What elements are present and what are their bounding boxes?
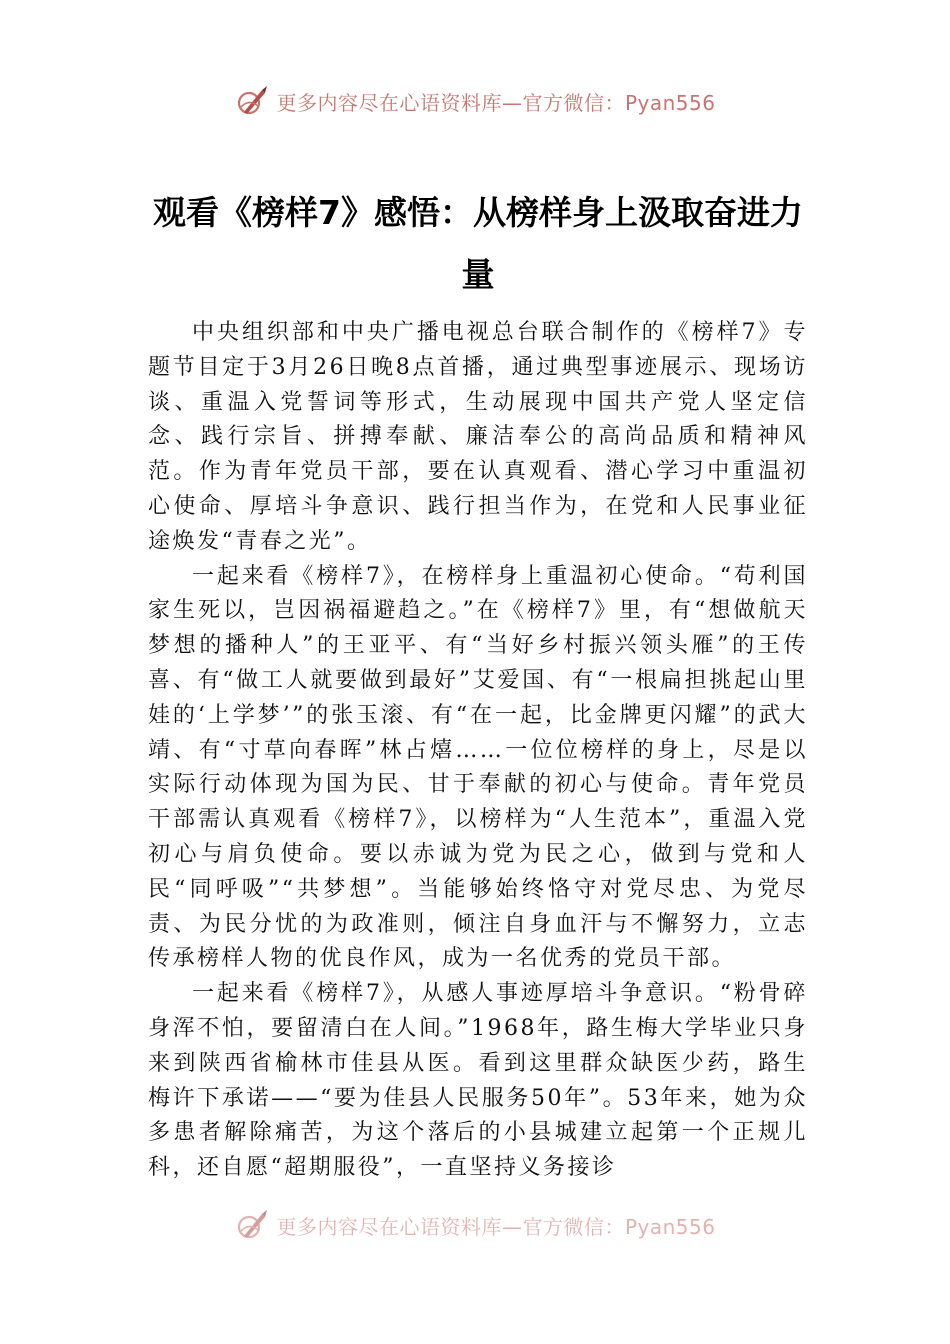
watermark-text: 更多内容尽在心语资料库—官方微信：Pyan556: [276, 1214, 716, 1239]
document-body: [148, 316, 808, 1186]
quill-pen-icon: [234, 84, 268, 118]
paragraph: 中央组织部和中央广播电视总台联合制作的《榜样7》专题节目定于3月26日晚8点首播，通过典型事迹展示、现场访谈、重温入党誓词等形式，生动展现中国共产党人坚定信念、践行宗旨、拼搏奉献、廉洁奉公的高尚品质和精神风范。作为青年党员干部，要在认真观看、潜心学习中重温初心使命、厚培斗争意识、践行担当作为，在党和人民事业征途焕发“青春之光”。: [148, 320, 808, 554]
document-title: 观看《榜样7》感悟：从榜样身上汲取奋进力量: [153, 193, 803, 294]
watermark-footer: [0, 1208, 950, 1242]
watermark-header: [0, 84, 950, 118]
paragraph: 一起来看《榜样7》，在榜样身上重温初心使命。“苟利国家生死以，岂因祸福避趋之。”在《榜样7》里，有“想做航天梦想的播种人”的王亚平、有“当好乡村振兴领头雁”的王传喜、有“做工人就要做到最好”艾爱国、有“一根扁担挑起山里娃的‘上学梦’”的张玉滚、有“在一起，比金牌更闪耀”的武大靖、有“寸草向春晖”林占熺……一位位榜样的身上，尽是以实际行动体现为国为民、甘于奉献的初心与使命。青年党员干部需认真观看《榜样7》，以榜样为“人生范本”，重温入党初心与肩负使命。要以赤诚为党为民之心，做到与党和人民“同呼吸”“共梦想”。当能够始终恪守对党尽忠、为党尽责、为民分忧的为政准则，倾注自身血汗与不懈努力，立志传承榜样人物的优良作风，成为一名优秀的党员干部。: [148, 563, 808, 972]
watermark-text: 更多内容尽在心语资料库—官方微信：Pyan556: [276, 90, 716, 115]
paragraph: 一起来看《榜样7》，从感人事迹厚培斗争意识。“粉骨碎身浑不怕，要留清白在人间。”1968年，路生梅大学毕业只身来到陕西省榆林市佳县从医。看到这里群众缺医少药，路生梅许下承诺——“要为佳县人民服务50年”。53年来，她为众多患者解除痛苦，为这个落后的小县城建立起第一个正规儿科，还自愿“超期服役”，一直坚持义务接诊: [148, 981, 808, 1181]
quill-pen-icon: [234, 1208, 268, 1242]
